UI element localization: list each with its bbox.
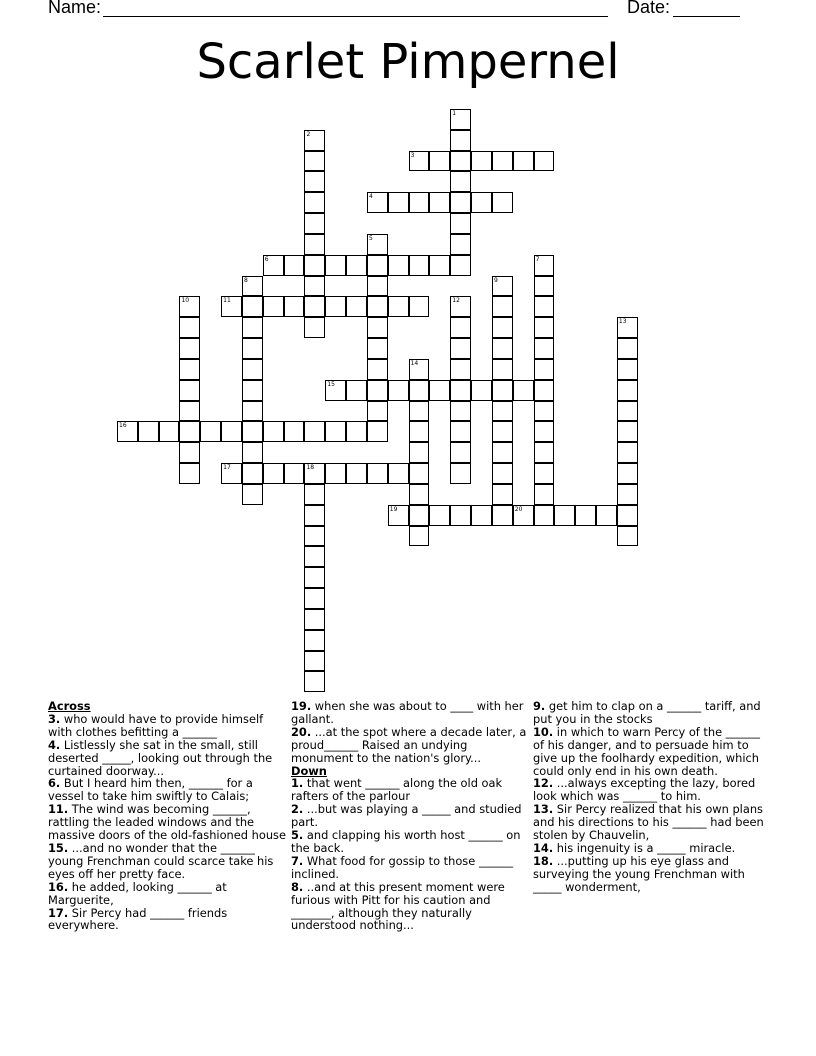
grid-cell[interactable] xyxy=(388,255,409,276)
grid-cell[interactable] xyxy=(450,401,471,422)
clue-item xyxy=(533,700,773,726)
clue-text: ..and at this present moment were furious with Pitt for his caution and _______, although they naturally understood nothing... xyxy=(291,879,505,933)
clue-number-label: 18. xyxy=(533,853,554,868)
clue-number: 12 xyxy=(452,297,460,305)
grid-cell[interactable] xyxy=(450,151,471,172)
clue-number: 20 xyxy=(514,505,523,513)
clue-number-label: 14. xyxy=(533,840,554,855)
grid-cell[interactable] xyxy=(242,380,263,401)
grid-cell[interactable] xyxy=(513,505,534,526)
grid-cell[interactable] xyxy=(284,255,305,276)
grid-cell[interactable] xyxy=(117,421,138,442)
grid-cell[interactable] xyxy=(409,463,430,484)
clue-item xyxy=(291,881,529,933)
grid-cell[interactable] xyxy=(304,317,325,338)
grid-cell[interactable] xyxy=(179,463,200,484)
clues-column-3 xyxy=(533,700,773,894)
clue-number: 13 xyxy=(618,318,627,326)
grid-cell[interactable] xyxy=(242,421,263,442)
clue-item xyxy=(48,777,288,803)
grid-cell[interactable] xyxy=(429,151,450,172)
clue-text: get him to clap on a ______ tariff, and put you in the stocks xyxy=(533,699,761,726)
grid-cell[interactable] xyxy=(388,296,409,317)
clue-item xyxy=(48,803,288,842)
grid-cell[interactable] xyxy=(513,380,534,401)
grid-cell[interactable] xyxy=(534,442,555,463)
grid-cell[interactable] xyxy=(242,317,263,338)
clue-item xyxy=(291,777,529,803)
grid-cell[interactable] xyxy=(492,380,513,401)
grid-cell[interactable] xyxy=(242,296,263,317)
grid-cell[interactable] xyxy=(429,380,450,401)
grid-cell[interactable] xyxy=(304,213,325,234)
clue-text: ...putting up his eye glass and surveying the young Frenchman with _____ wonderment, xyxy=(533,853,745,894)
grid-cell[interactable] xyxy=(138,421,159,442)
grid-cell[interactable] xyxy=(179,359,200,380)
grid-cell[interactable] xyxy=(617,401,638,422)
clue-number: 17 xyxy=(223,464,231,472)
clue-item xyxy=(533,803,773,842)
grid-cell[interactable] xyxy=(429,192,450,213)
clue-item xyxy=(48,842,288,881)
clue-item xyxy=(48,907,288,933)
grid-cell[interactable] xyxy=(617,484,638,505)
grid-cell[interactable] xyxy=(325,380,346,401)
name-label: Name: xyxy=(48,0,102,17)
clue-number: 16 xyxy=(119,422,127,430)
grid-cell[interactable] xyxy=(409,526,430,547)
clue-number-label: 4. xyxy=(48,737,61,752)
grid-cell[interactable] xyxy=(179,338,200,359)
clues-column-2 xyxy=(291,700,529,932)
clue-number-label: 19. xyxy=(291,699,312,713)
grid-cell[interactable] xyxy=(534,151,555,172)
grid-cell[interactable] xyxy=(492,463,513,484)
grid-cell[interactable] xyxy=(388,463,409,484)
clue-item xyxy=(533,726,773,778)
clue-item xyxy=(291,855,529,881)
grid-cell[interactable] xyxy=(304,192,325,213)
grid-cell[interactable] xyxy=(367,317,388,338)
grid-cell[interactable] xyxy=(367,338,388,359)
grid-cell[interactable] xyxy=(513,151,534,172)
clue-text: But I heard him then, ______ for a vessel to take him swiftly to Calais; xyxy=(48,776,253,804)
grid-cell[interactable] xyxy=(409,421,430,442)
grid-cell[interactable] xyxy=(534,421,555,442)
clue-number-label: 2. xyxy=(291,802,304,817)
grid-cell[interactable] xyxy=(263,463,284,484)
clue-number: 10 xyxy=(181,297,190,305)
grid-cell[interactable] xyxy=(304,463,325,484)
grid-cell[interactable] xyxy=(263,421,284,442)
clue-number: 3 xyxy=(410,151,415,159)
clue-text: who would have to provide himself with clothes befitting a ______ xyxy=(48,711,264,739)
grid-cell[interactable] xyxy=(346,296,367,317)
grid-cell[interactable] xyxy=(179,317,200,338)
grid-cell[interactable] xyxy=(409,192,430,213)
grid-cell[interactable] xyxy=(492,359,513,380)
grid-cell[interactable] xyxy=(617,338,638,359)
grid-cell[interactable] xyxy=(200,421,221,442)
clue-item xyxy=(291,726,529,765)
grid-cell[interactable] xyxy=(346,255,367,276)
grid-cell[interactable] xyxy=(304,255,325,276)
clue-text: ...at the spot where a decade later, a proud______ Raised an undying monument to the nation's glory... xyxy=(291,724,527,765)
grid-cell[interactable] xyxy=(534,401,555,422)
grid-cell[interactable] xyxy=(263,255,284,276)
clue-number-label: 6. xyxy=(48,776,61,791)
grid-cell[interactable] xyxy=(409,255,430,276)
grid-cell[interactable] xyxy=(450,192,471,213)
grid-cell[interactable] xyxy=(367,380,388,401)
clue-number: 8 xyxy=(243,276,248,284)
grid-cell[interactable] xyxy=(284,463,305,484)
clue-item xyxy=(48,881,288,907)
grid-cell[interactable] xyxy=(304,130,325,151)
grid-cell[interactable] xyxy=(367,359,388,380)
date-label: Date: xyxy=(627,0,671,17)
grid-cell[interactable] xyxy=(534,255,555,276)
clue-number-label: 17. xyxy=(48,905,69,920)
grid-cell[interactable] xyxy=(450,171,471,192)
grid-cell[interactable] xyxy=(409,484,430,505)
clue-item xyxy=(533,777,773,803)
clue-text: his ingenuity is a _____ miracle. xyxy=(553,840,736,855)
grid-cell[interactable] xyxy=(617,463,638,484)
grid-cell[interactable] xyxy=(492,296,513,317)
grid-cell[interactable] xyxy=(409,401,430,422)
grid-cell[interactable] xyxy=(450,234,471,255)
grid-cell[interactable] xyxy=(304,630,325,651)
across-heading: Across xyxy=(48,699,91,713)
grid-cell[interactable] xyxy=(471,505,492,526)
grid-cell[interactable] xyxy=(450,442,471,463)
grid-cell[interactable] xyxy=(534,317,555,338)
grid-cell[interactable] xyxy=(304,421,325,442)
grid-cell[interactable] xyxy=(242,463,263,484)
grid-cell[interactable] xyxy=(304,546,325,567)
clue-number-label: 5. xyxy=(291,828,304,843)
grid-cell[interactable] xyxy=(429,255,450,276)
clue-number: 11 xyxy=(223,297,231,305)
grid-cell[interactable] xyxy=(304,651,325,672)
grid-cell[interactable] xyxy=(221,296,242,317)
grid-cell[interactable] xyxy=(304,526,325,547)
grid-cell[interactable] xyxy=(304,151,325,172)
grid-cell[interactable] xyxy=(450,130,471,151)
grid-cell[interactable] xyxy=(304,609,325,630)
grid-cell[interactable] xyxy=(367,463,388,484)
grid-cell[interactable] xyxy=(450,505,471,526)
grid-cell[interactable] xyxy=(346,380,367,401)
clue-number-label: 1. xyxy=(291,776,304,791)
clue-number-label: 12. xyxy=(533,776,554,791)
grid-cell[interactable] xyxy=(534,276,555,297)
grid-cell[interactable] xyxy=(471,151,492,172)
grid-cell[interactable] xyxy=(242,359,263,380)
clue-item xyxy=(291,700,529,726)
clue-number: 14 xyxy=(410,359,419,367)
grid-cell[interactable] xyxy=(304,567,325,588)
grid-cell[interactable] xyxy=(325,421,346,442)
grid-cell[interactable] xyxy=(284,296,305,317)
clue-number: 5 xyxy=(368,234,373,242)
grid-cell[interactable] xyxy=(450,380,471,401)
grid-cell[interactable] xyxy=(304,484,325,505)
clue-text: What food for gossip to those ______ inclined. xyxy=(291,853,514,881)
clue-number: 19 xyxy=(389,505,398,513)
grid-cell[interactable] xyxy=(617,442,638,463)
grid-cell[interactable] xyxy=(409,151,430,172)
grid-cell[interactable] xyxy=(179,296,200,317)
grid-cell[interactable] xyxy=(242,338,263,359)
grid-cell[interactable] xyxy=(554,505,575,526)
grid-cell[interactable] xyxy=(304,234,325,255)
grid-cell[interactable] xyxy=(367,421,388,442)
grid-cell[interactable] xyxy=(159,421,180,442)
grid-cell[interactable] xyxy=(367,192,388,213)
grid-cell[interactable] xyxy=(179,401,200,422)
grid-cell[interactable] xyxy=(304,588,325,609)
down-heading: Down xyxy=(291,763,327,778)
clue-number: 2 xyxy=(306,130,311,138)
clue-number-label: 3. xyxy=(48,711,61,726)
grid-cell[interactable] xyxy=(367,296,388,317)
clue-text: that went ______ along the old oak rafters of the parlour xyxy=(291,776,503,804)
grid-cell[interactable] xyxy=(534,463,555,484)
clue-item xyxy=(291,803,529,829)
grid-cell[interactable] xyxy=(492,338,513,359)
grid-cell[interactable] xyxy=(304,296,325,317)
grid-cell[interactable] xyxy=(409,359,430,380)
grid-cell[interactable] xyxy=(617,317,638,338)
grid-cell[interactable] xyxy=(325,463,346,484)
grid-cell[interactable] xyxy=(534,505,555,526)
grid-cell[interactable] xyxy=(534,338,555,359)
grid-cell[interactable] xyxy=(304,276,325,297)
grid-cell[interactable] xyxy=(534,380,555,401)
grid-cell[interactable] xyxy=(179,421,200,442)
grid-cell[interactable] xyxy=(179,442,200,463)
clue-number: 7 xyxy=(535,255,540,263)
clue-text: and clapping his worth host ______ on the back. xyxy=(291,828,521,855)
grid-cell[interactable] xyxy=(492,401,513,422)
grid-cell[interactable] xyxy=(450,213,471,234)
grid-cell[interactable] xyxy=(367,255,388,276)
grid-cell[interactable] xyxy=(534,359,555,380)
clue-number-label: 10. xyxy=(533,724,554,739)
grid-cell[interactable] xyxy=(325,255,346,276)
clue-item xyxy=(48,713,288,739)
clue-text: when she was about to ____ with her gallant. xyxy=(291,699,524,726)
grid-cell[interactable] xyxy=(409,442,430,463)
grid-cell[interactable] xyxy=(471,192,492,213)
grid-cell[interactable] xyxy=(492,442,513,463)
grid-cell[interactable] xyxy=(617,526,638,547)
clue-number-label: 20. xyxy=(291,724,312,739)
grid-cell[interactable] xyxy=(450,463,471,484)
grid-cell[interactable] xyxy=(450,359,471,380)
grid-cell[interactable] xyxy=(242,442,263,463)
grid-cell[interactable] xyxy=(409,505,430,526)
clue-text: ...but was playing a _____ and studied part. xyxy=(291,802,522,830)
grid-cell[interactable] xyxy=(450,296,471,317)
grid-cell[interactable] xyxy=(450,421,471,442)
grid-cell[interactable] xyxy=(346,421,367,442)
clues-column-1 xyxy=(48,700,288,932)
clue-text: ...and no wonder that the ______ young Frenchman could scarce take his eyes off her pretty face. xyxy=(48,840,274,881)
grid-cell[interactable] xyxy=(617,505,638,526)
grid-cell[interactable] xyxy=(242,276,263,297)
grid-cell[interactable] xyxy=(367,401,388,422)
clue-text: The wind was becoming ______, rattling the leaded windows and the massive doors of the old-fashioned house xyxy=(48,802,286,843)
clue-text: he added, looking ______ at Marguerite, xyxy=(48,879,227,907)
grid-cell[interactable] xyxy=(242,401,263,422)
grid-cell[interactable] xyxy=(179,380,200,401)
grid-cell[interactable] xyxy=(325,296,346,317)
grid-cell[interactable] xyxy=(617,359,638,380)
grid-cell[interactable] xyxy=(304,505,325,526)
grid-cell[interactable] xyxy=(284,421,305,442)
grid-cell[interactable] xyxy=(450,338,471,359)
clue-item xyxy=(533,855,773,894)
grid-cell[interactable] xyxy=(304,171,325,192)
grid-cell[interactable] xyxy=(492,192,513,213)
grid-cell[interactable] xyxy=(388,192,409,213)
clue-text: Sir Percy realized that his own plans and his directions to his ______ had been stolen by Chauvelin, xyxy=(533,802,764,843)
clue-number: 9 xyxy=(493,276,498,284)
clue-text: in which to warn Percy of the ______ of his danger, and to persuade him to give up the foolhardy expedition, which could only end in his own death. xyxy=(533,724,760,778)
grid-cell[interactable] xyxy=(409,380,430,401)
grid-cell[interactable] xyxy=(304,671,325,692)
grid-cell[interactable] xyxy=(263,296,284,317)
clue-number-label: 7. xyxy=(291,853,304,868)
grid-cell[interactable] xyxy=(575,505,596,526)
clue-number-label: 15. xyxy=(48,840,69,855)
grid-cell[interactable] xyxy=(492,421,513,442)
grid-cell[interactable] xyxy=(534,484,555,505)
clue-number-label: 11. xyxy=(48,802,69,817)
clue-text: Sir Percy had ______ friends everywhere. xyxy=(48,905,228,933)
grid-cell[interactable] xyxy=(617,421,638,442)
grid-cell[interactable] xyxy=(242,484,263,505)
clue-number-label: 9. xyxy=(533,699,546,713)
page-title: Scarlet Pimpernel xyxy=(196,34,620,90)
grid-cell[interactable] xyxy=(492,317,513,338)
clue-item xyxy=(291,829,529,855)
grid-cell[interactable] xyxy=(388,505,409,526)
clue-text: ...always excepting the lazy, bored look which was ______ to him. xyxy=(533,776,756,804)
grid-cell[interactable] xyxy=(367,234,388,255)
clue-number-label: 13. xyxy=(533,802,554,817)
grid-cell[interactable] xyxy=(450,255,471,276)
grid-cell[interactable] xyxy=(471,380,492,401)
grid-cell[interactable] xyxy=(367,276,388,297)
grid-cell[interactable] xyxy=(429,505,450,526)
grid-cell[interactable] xyxy=(409,296,430,317)
clue-number-label: 8. xyxy=(291,879,304,894)
grid-cell[interactable] xyxy=(534,296,555,317)
grid-cell[interactable] xyxy=(492,505,513,526)
grid-cell[interactable] xyxy=(450,109,471,130)
clue-number: 6 xyxy=(264,255,269,263)
grid-cell[interactable] xyxy=(346,463,367,484)
grid-cell[interactable] xyxy=(388,380,409,401)
grid-cell[interactable] xyxy=(492,151,513,172)
clue-number: 1 xyxy=(452,110,457,117)
clue-number: 15 xyxy=(327,380,335,388)
grid-cell[interactable] xyxy=(617,380,638,401)
grid-cell[interactable] xyxy=(450,317,471,338)
grid-cell[interactable] xyxy=(492,276,513,297)
clue-number: 18 xyxy=(306,464,315,472)
clue-number-label: 16. xyxy=(48,879,69,894)
clue-item xyxy=(48,739,288,778)
clue-text: Listlessly she sat in the small, still deserted _____, looking out through the curtained doorway... xyxy=(48,737,273,778)
grid-cell[interactable] xyxy=(221,463,242,484)
grid-cell[interactable] xyxy=(596,505,617,526)
grid-cell[interactable] xyxy=(492,484,513,505)
grid-cell[interactable] xyxy=(221,421,242,442)
clue-number: 4 xyxy=(368,193,373,201)
